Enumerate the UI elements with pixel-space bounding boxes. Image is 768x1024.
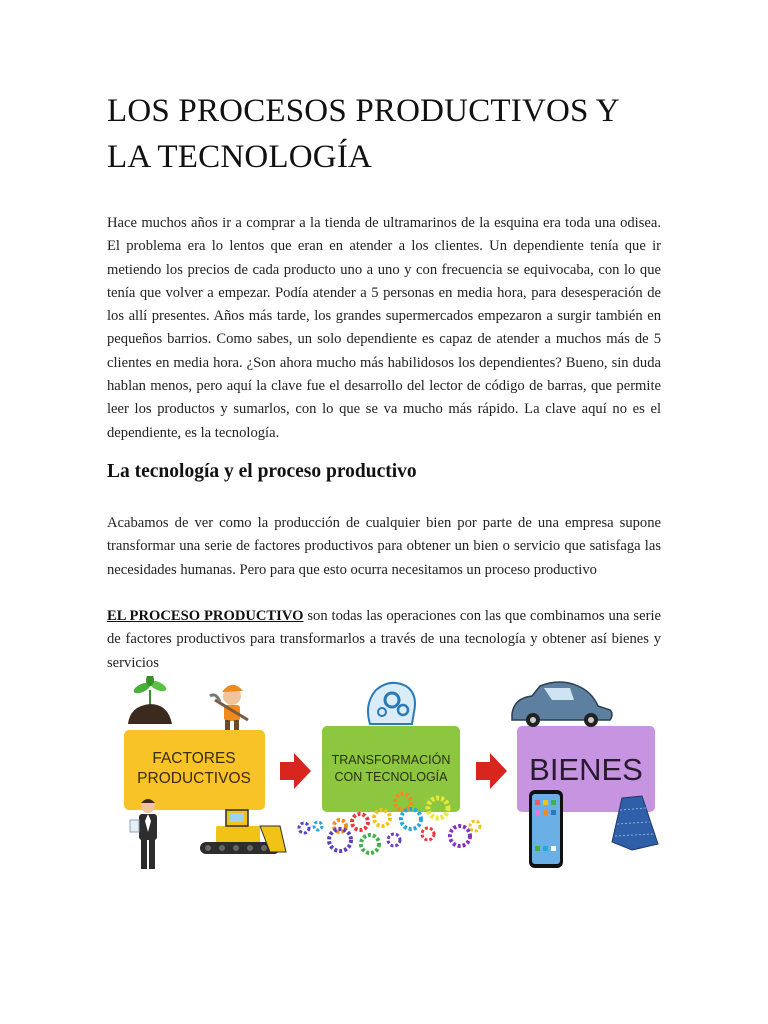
transformacion-label-line1: TRANSFORMACIÓN [331,753,451,767]
definition-term: EL PROCESO PRODUCTIVO [107,608,304,624]
intro-paragraph: Hace muchos años ir a comprar a la tienda de ultramarinos de la esquina era toda una odisea. El problema era lo lentos que eran en atender a los clientes. Un dependiente tenía que ir metiendo los precios de cada producto uno a uno y con frecuencia se equivocaba, con lo que tenía que volver a empezar. Podía atender a 5 personas en media hora, para desesperación de los allí presentes. Años más tarde, los grandes supermercados empezaron a surgir también en pequeños barrios. Como sabes, un solo dependiente es capaz de atender a muchos más de 5 clientes en media hora. ¿Son ahora mucho más habilidosos los dependientes? Bueno, sin duda hablan menos, pero aquí la clave fue el desarrollo del lector de código de barras, que permite leer los productos y sumarlos, con lo que se va mucho más rápido. La clave aquí no es el dependiente, es la tecnología. [107,215,661,441]
bienes-group [512,682,658,868]
process-diagram [120,676,660,876]
transformacion-box [322,726,460,812]
worker-icon [210,685,248,730]
definition-paragraph [107,605,661,675]
page-title: LOS PROCESOS PRODUCTIVOS Y LA TECNOLOGÍA [107,93,619,175]
head-gears-icon [368,683,415,724]
car-icon [512,682,612,727]
factores-group [124,676,286,869]
factores-label-line1: FACTORES [152,750,236,767]
plant-sprout-icon [128,676,172,724]
transformacion-group [299,683,480,853]
arrow-right-icon [476,753,507,789]
definition-text: son todas las operaciones con las que combinamos una serie de factores productivos para transformarlos a través de una tecnología y obtener así bienes y servicios [107,608,661,671]
transformacion-label-line2: CON TECNOLOGÍA [334,770,448,784]
smartphone-icon [529,790,563,868]
arrow-right-icon [280,753,311,789]
bienes-label: BIENES [529,752,643,787]
explanation-paragraph: Acabamos de ver como la producción de cualquier bien por parte de una empresa supone transformar una serie de factores productivos para obtener un bien o servicio que satisfaga las necesidades humanas. Pero para que esto ocurra necesitamos un proceso productivo [107,515,661,578]
bulldozer-icon [200,810,286,854]
section-heading: La tecnología y el proceso productivo [107,461,417,482]
factores-label-line2: PRODUCTIVOS [137,770,251,787]
